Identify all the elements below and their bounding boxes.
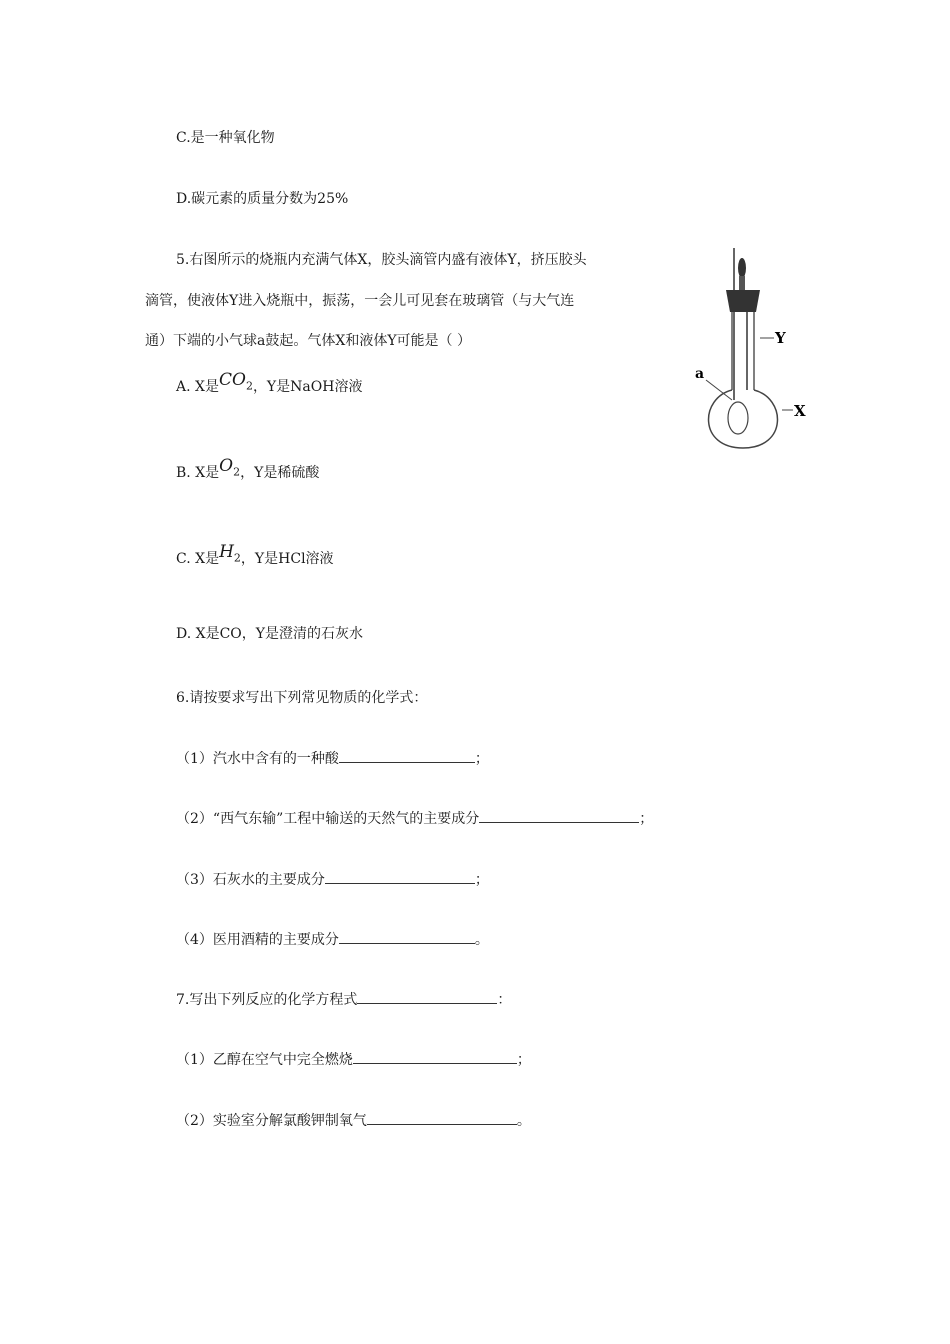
formula-subscript: 2 — [233, 465, 241, 479]
q7-item1 — [176, 1049, 531, 1070]
q5-option-a — [176, 370, 363, 402]
q5-option-c-prefix: C. X是 — [176, 551, 220, 567]
q6-item2-blank[interactable] — [479, 808, 639, 823]
balloon-a — [728, 402, 748, 434]
formula-subscript: 2 — [245, 379, 253, 393]
q5-stem-line1: 5.右图所示的烧瓶内充满气体X，胶头滴管内盛有液体Y，挤压胶头 — [176, 252, 587, 268]
q6-item4-punct: 。 — [474, 932, 489, 948]
q6-item1-blank[interactable] — [339, 748, 475, 763]
q7-item2-text: （2）实验室分解氯酸钾制氧气 — [176, 1113, 367, 1129]
q6-item3 — [176, 869, 489, 890]
q4-option-d: D.碳元素的质量分数为25% — [176, 191, 349, 207]
q5-option-b-prefix: B. X是 — [176, 465, 220, 481]
q7-stem-punct: ： — [497, 992, 512, 1008]
q6-stem: 6.请按要求写出下列常见物质的化学式： — [176, 690, 428, 706]
q7-stem-blank[interactable] — [357, 989, 497, 1004]
formula-main: O — [219, 456, 234, 476]
q7-item1-punct: ； — [516, 1052, 531, 1068]
q5-option-c-formula — [219, 542, 241, 565]
q5-option-c — [176, 542, 334, 574]
q6-item4-blank[interactable] — [339, 929, 475, 944]
q5-option-b-formula — [219, 456, 241, 479]
formula-main: CO — [218, 370, 246, 390]
q6-item4-text: （4）医用酒精的主要成分 — [176, 932, 339, 948]
dropper-bulb — [738, 258, 746, 278]
q5-option-b — [176, 456, 320, 488]
q5-option-b-suffix: ，Y是稀硫酸 — [240, 465, 320, 481]
q6-item1-text: （1）汽水中含有的一种酸 — [176, 751, 339, 767]
q6-item1 — [176, 748, 489, 769]
flask-apparatus-figure — [690, 240, 820, 455]
q6-item3-punct: ； — [474, 872, 489, 888]
q6-item3-blank[interactable] — [325, 869, 475, 884]
q6-item2 — [176, 808, 653, 829]
q6-item3-text: （3）石灰水的主要成分 — [176, 872, 325, 888]
q6-item2-text: （2）“西气东输”工程中输送的天然气的主要成分 — [176, 811, 480, 827]
formula-main: H — [219, 542, 234, 562]
q7-stem — [176, 989, 511, 1010]
q7-item1-blank[interactable] — [353, 1049, 517, 1064]
dropper-neck — [739, 276, 745, 290]
q7-item1-text: （1）乙醇在空气中完全燃烧 — [176, 1052, 353, 1068]
label-a: a — [695, 366, 705, 382]
rubber-stopper — [726, 290, 760, 312]
q5-stem-line3: 通）下端的小气球a鼓起。气体X和液体Y可能是（ ） — [145, 333, 472, 349]
q6-item2-punct: ； — [639, 811, 654, 827]
q5-stem-line2: 滴管，使液体Y进入烧瓶中，振荡，一会儿可见套在玻璃管（与大气连 — [145, 293, 575, 309]
q5-option-a-formula — [218, 370, 253, 393]
label-x: X — [794, 402, 806, 420]
q5-option-c-suffix: ，Y是HCl溶液 — [240, 551, 334, 567]
q6-item1-punct: ； — [474, 751, 489, 767]
formula-subscript: 2 — [233, 551, 241, 565]
flask-bulb — [709, 390, 778, 448]
q7-item2 — [176, 1110, 531, 1131]
q6-item4 — [176, 929, 489, 950]
q5-option-a-prefix: A. X是 — [176, 379, 219, 395]
q7-item2-blank[interactable] — [367, 1110, 517, 1125]
q4-option-c: C.是一种氧化物 — [176, 130, 275, 146]
q7-item2-punct: 。 — [516, 1113, 531, 1129]
q5-option-a-suffix: ，Y是NaOH溶液 — [252, 379, 363, 395]
q5-option-d: D. X是CO，Y是澄清的石灰水 — [176, 626, 364, 642]
label-y: Y — [775, 329, 786, 347]
q7-stem-text: 7.写出下列反应的化学方程式 — [176, 992, 358, 1008]
